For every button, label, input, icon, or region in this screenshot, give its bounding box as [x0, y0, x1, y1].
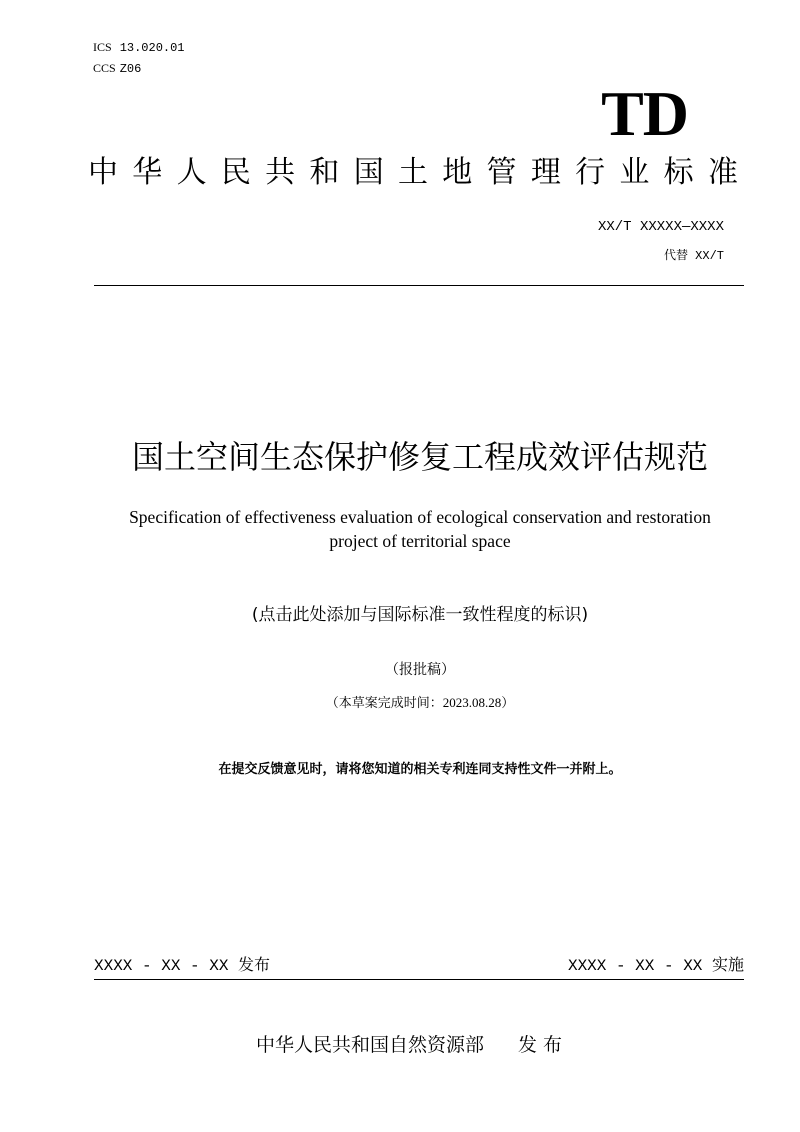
title-char: 准: [707, 155, 738, 190]
implement-date: XXXX - XX - XX 实施: [567, 957, 744, 975]
title-char: 中: [88, 155, 118, 190]
standard-code: XX/T XXXXX—XXXX: [597, 219, 724, 235]
title-char: 业: [619, 155, 650, 190]
title-char: 地: [442, 155, 473, 190]
document-title-cn: 国土空间生态保护修复工程成效评估规范: [131, 438, 708, 476]
title-en-line: Specification of effectiveness evaluation of ecological conservation and restoration: [129, 507, 711, 527]
ics-label: ICS: [93, 40, 112, 54]
ccs-value: Z06: [119, 62, 142, 76]
patent-note: 在提交反馈意见时，请将您知道的相关专利连同支持性文件一并附上。: [218, 762, 622, 777]
title-char: 标: [663, 155, 694, 190]
issuing-authority: 中华人民共和国自然资源部: [256, 1034, 485, 1056]
title-char: 华: [132, 155, 163, 190]
title-char: 管: [486, 155, 517, 190]
draft-stage: （报批稿）: [385, 662, 455, 678]
title-char: 行: [575, 155, 606, 190]
title-char: 和: [309, 155, 340, 190]
title-char: 人: [176, 155, 207, 190]
draft-date: （本草案完成时间：2023.08.28）: [325, 695, 515, 710]
td-logo: TD: [601, 78, 688, 149]
conformance-note[interactable]: (点击此处添加与国际标准一致性程度的标识): [251, 605, 589, 625]
document-title-en: [90, 505, 750, 553]
title-en-line: project of territorial space: [329, 531, 511, 551]
publish-date: XXXX - XX - XX 发布: [94, 957, 271, 975]
header-divider: [94, 285, 744, 286]
footer-divider: [94, 979, 744, 980]
ccs-code: [93, 61, 141, 76]
title-char: 理: [530, 155, 561, 190]
ics-code: [93, 40, 185, 55]
replaces-standard: 代替 XX/T: [663, 249, 724, 263]
title-char: 民: [220, 155, 251, 190]
ccs-label: CCS: [93, 61, 116, 75]
title-char: 土: [397, 155, 428, 190]
dates-row: [94, 955, 744, 977]
ics-value: 13.020.01: [119, 41, 185, 55]
title-char: 共: [265, 155, 296, 190]
issue-word: 发 布: [518, 1034, 563, 1056]
title-char: 国: [353, 155, 384, 190]
industry-standard-title: [88, 150, 738, 196]
